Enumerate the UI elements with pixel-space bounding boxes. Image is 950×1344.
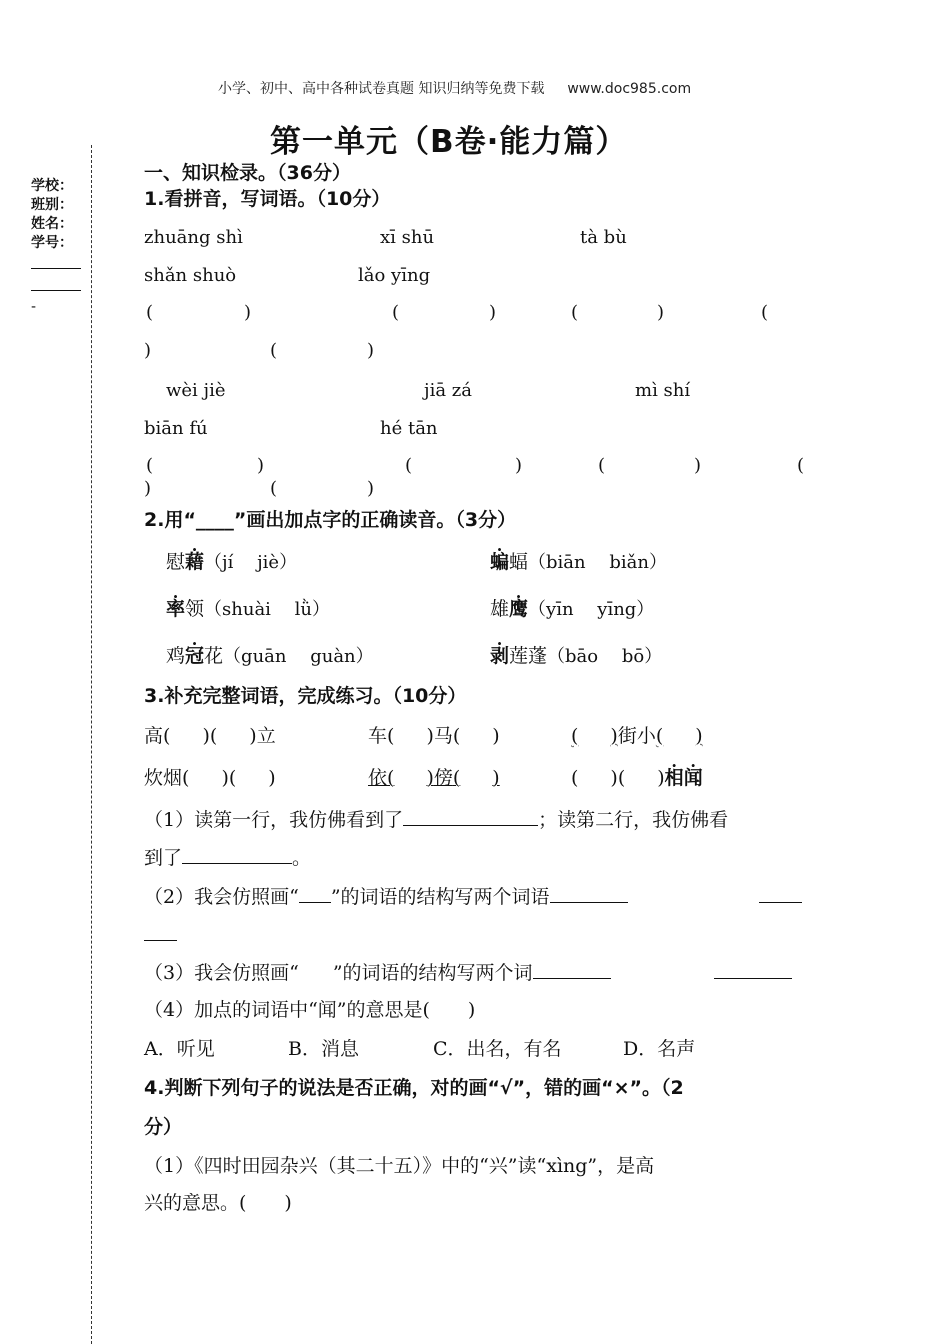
fill-blank[interactable] xyxy=(144,940,177,941)
answer-blank[interactable]: ( xyxy=(146,302,154,323)
info-line-dash: - xyxy=(31,299,37,315)
pinyin-item: lǎo yīng xyxy=(358,265,431,286)
dotted-char: 相 xyxy=(664,767,684,789)
answer-blank: ) xyxy=(515,455,523,476)
answer-blank: ) xyxy=(367,340,375,361)
name-label: 姓名： xyxy=(31,216,73,232)
answer-blank[interactable]: ( xyxy=(405,455,413,476)
reading-item[interactable]: 鸡冠花（guān guàn） xyxy=(166,645,374,667)
page-header xyxy=(218,78,691,98)
pinyin-item: mì shí xyxy=(635,380,691,401)
q2-title: 2.用“____”画出加点字的正确读音。（3分） xyxy=(144,509,517,531)
fill-blank xyxy=(550,884,628,903)
reading-options: （guān guàn） xyxy=(223,646,374,667)
fill-blank xyxy=(533,960,611,979)
reading-options: （jí jiè） xyxy=(204,552,298,573)
idiom-xiangwen[interactable]: ( )( )相闻 xyxy=(571,767,703,789)
answer-blank[interactable]: ( xyxy=(571,302,579,323)
answer-blank: ) xyxy=(244,302,252,323)
reading-item[interactable]: 率领（shuài lǜ） xyxy=(166,598,331,620)
pinyin-item: zhuāng shì xyxy=(144,227,243,248)
answer-blank: ) xyxy=(144,478,152,499)
section-1-title: 一、知识检录。（36分） xyxy=(144,162,351,184)
fill-blank[interactable] xyxy=(759,902,802,903)
q3-sub4[interactable]: （4）加点的词语中“闻”的意思是( ) xyxy=(144,999,476,1021)
pinyin-item: wèi jiè xyxy=(166,380,226,401)
reading-item[interactable]: 蝙蝠（biān biǎn） xyxy=(490,551,667,573)
answer-blank[interactable]: ( xyxy=(797,455,805,476)
answer-blank: ) xyxy=(694,455,702,476)
q4-sub1-line2[interactable]: 兴的意思。( ) xyxy=(144,1192,292,1214)
dotted-char: 剥 xyxy=(490,645,510,667)
answer-blank[interactable]: ( xyxy=(598,455,606,476)
fill-blank[interactable] xyxy=(714,978,792,979)
reading-options: （biān biǎn） xyxy=(528,552,667,573)
info-line xyxy=(31,268,81,269)
q3-sub2[interactable]: （2）我会仿照画“ ”的词语的结构写两个词语 xyxy=(144,882,628,909)
pinyin-item: shǎn shuò xyxy=(144,265,237,286)
option-b[interactable]: B．消息 xyxy=(288,1038,359,1060)
pinyin-item: jiā zá xyxy=(424,380,473,401)
pinyin-item: tà bù xyxy=(580,227,627,248)
reading-item[interactable]: 慰藉（jí jiè） xyxy=(166,551,298,573)
idiom-yishanbangshui[interactable]: 依( )傍( ) xyxy=(368,767,500,789)
idiom-chemapao[interactable]: 车( )马( ) xyxy=(368,725,500,747)
dotted-char: 蝙 xyxy=(490,551,510,573)
idiom-chuiyan[interactable]: 炊烟( )( ) xyxy=(144,767,276,789)
q4-sub1-line1: （1）《四时田园杂兴（其二十五）》中的“兴”读“xìng”，是高 xyxy=(144,1155,655,1177)
answer-blank[interactable]: ( xyxy=(270,478,278,499)
reading-options: （bāo bō） xyxy=(547,646,663,667)
dotted-char: 冠 xyxy=(185,645,205,667)
idiom-gaolili[interactable]: 高( )( )立 xyxy=(144,725,276,747)
fill-blank xyxy=(182,845,292,864)
info-line xyxy=(31,290,81,291)
pinyin-item: biān fú xyxy=(144,418,208,439)
option-a[interactable]: A．听见 xyxy=(144,1038,215,1060)
answer-blank: ) xyxy=(144,340,152,361)
pinyin-item: xī shū xyxy=(380,227,435,248)
q1-title: 1.看拼音，写词语。（10分） xyxy=(144,188,391,210)
q4-title: 4.判断下列句子的说法是否正确，对的画“√”，错的画“×”。（2 xyxy=(144,1077,684,1099)
student-info-labels xyxy=(31,177,73,253)
fill-blank xyxy=(403,807,538,826)
reading-options: （yīn yīng） xyxy=(528,599,655,620)
q3-sub1-line1[interactable]: （1）读第一行，我仿佛看到了 ；读第二行，我仿佛看 xyxy=(144,809,729,831)
answer-blank[interactable]: ( xyxy=(392,302,400,323)
pinyin-item: hé tān xyxy=(380,418,438,439)
reading-item[interactable]: 雄鹰（yīn yīng） xyxy=(490,598,655,620)
answer-blank[interactable]: ( xyxy=(270,340,278,361)
header-text: 小学、初中、高中各种试卷真题 知识归纳等免费下载 xyxy=(218,81,545,97)
option-d[interactable]: D．名声 xyxy=(623,1038,696,1060)
binding-line xyxy=(91,145,92,1344)
dotted-char: 藉 xyxy=(185,551,205,573)
answer-blank: ) xyxy=(367,478,375,499)
answer-blank: ) xyxy=(257,455,265,476)
q3-title: 3.补充完整词语，完成练习。（10分） xyxy=(144,685,467,707)
reading-options: （shuài lǜ） xyxy=(204,599,331,620)
header-url: www.doc985.com xyxy=(567,81,692,97)
q4-title-cont: 分） xyxy=(144,1116,183,1138)
school-label: 学校： xyxy=(31,178,73,194)
answer-blank: ) xyxy=(657,302,665,323)
answer-blank: ) xyxy=(489,302,497,323)
student-number-label: 学号： xyxy=(31,235,73,251)
idiom-jietouxiang[interactable]: ( )街小( ) xyxy=(571,725,703,747)
q3-sub3[interactable]: （3）我会仿照画“ ”的词语的结构写两个词 xyxy=(144,958,611,985)
dotted-char: 闻 xyxy=(683,767,703,789)
dotted-char: 鹰 xyxy=(509,598,529,620)
page-title: 第一单元（B卷·能力篇） xyxy=(270,124,628,160)
q3-sub1-line2[interactable]: 到了 。 xyxy=(144,847,312,869)
answer-blank[interactable]: ( xyxy=(761,302,769,323)
reading-item[interactable]: 剥莲蓬（bāo bō） xyxy=(490,645,663,667)
dotted-char: 率 xyxy=(166,598,186,620)
class-label: 班别： xyxy=(31,197,73,213)
option-c[interactable]: C．出名，有名 xyxy=(433,1038,562,1060)
answer-blank[interactable]: ( xyxy=(146,455,154,476)
